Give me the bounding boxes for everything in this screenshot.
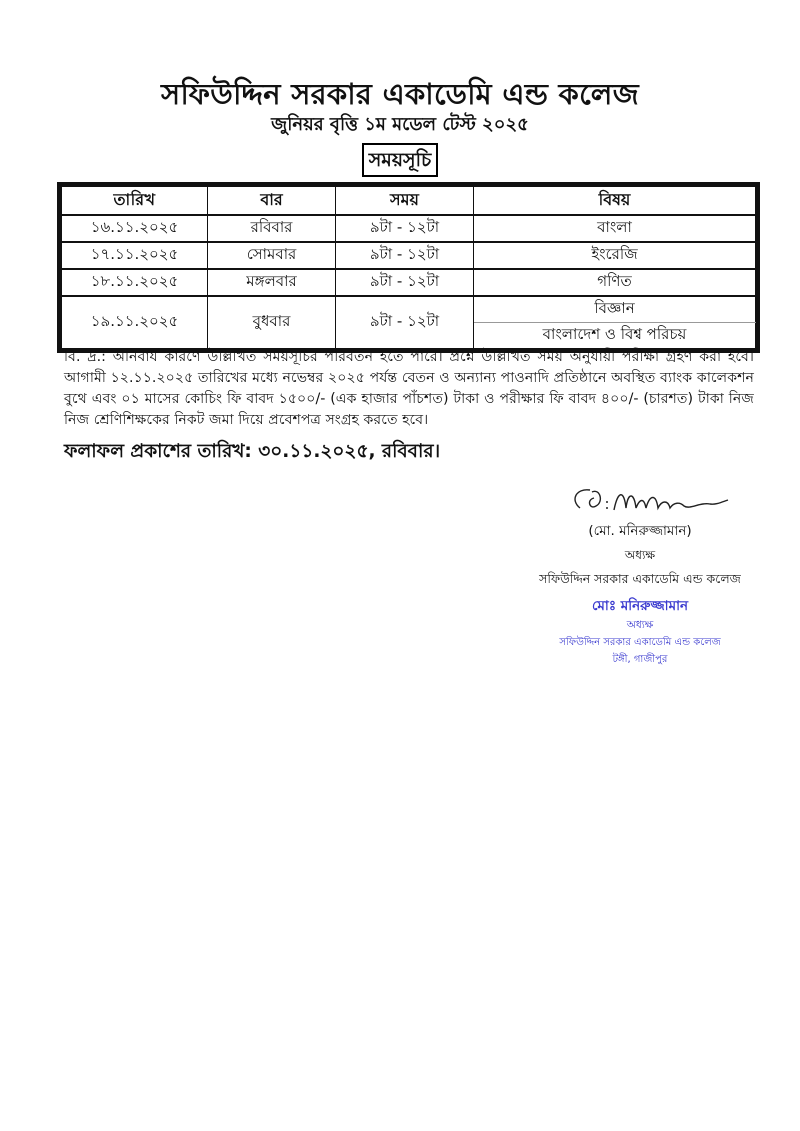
time-cell: ৯টা - ১২টা [336,269,474,296]
signatory-designation: অধ্যক্ষ [624,548,656,562]
day-cell: মঙ্গলবার [208,269,336,296]
signature-scribble [500,480,780,520]
signature-block [500,480,780,669]
column-header-date: তারিখ [62,187,208,216]
column-header-subject: বিষয় [474,187,756,216]
time-cell: ৯টা - ১২টা [336,242,474,269]
exam-title: জুনিয়র বৃত্তি ১ম মডেল টেস্ট ২০২৫ [271,114,529,135]
schedule-badge: সময়সূচি [362,143,439,177]
date-cell: ১৬.১১.২০২৫ [62,215,208,242]
subject-cell: বাংলাদেশ ও বিশ্ব পরিচয় [474,323,756,349]
signatory-organization: সফিউদ্দিন সরকার একাডেমি এন্ড কলেজ [539,571,741,586]
subject-cell: গণিত [474,269,756,296]
table-row [62,215,756,242]
official-seal [500,595,780,669]
seal-designation: অধ্যক্ষ [626,619,654,631]
column-header-time: সময় [336,187,474,216]
schedule-badge-wrapper [0,143,800,177]
subject-cell: ইংরেজি [474,242,756,269]
handwritten-signature-icon [540,480,740,520]
subject-cell: বাংলা [474,215,756,242]
time-cell: ৯টা - ১২টা [336,215,474,242]
table-row [62,269,756,296]
subject-cell: বিজ্ঞান [474,296,756,323]
date-cell: ১৮.১১.২০২৫ [62,269,208,296]
seal-location: টঙ্গী, গাজীপুর [612,654,668,665]
table-row [62,242,756,269]
time-cell: ৯টা - ১২টা [336,296,474,349]
notice-paragraph: বি. দ্র.: অনিবার্য কারণে উল্লিখিত সময়সূচির পরিবর্তন হতে পারে। প্রশ্নে উল্লিখিত সময় অনুযায়ী পরীক্ষা গ্রহণ করা হবে। আগামী ১২.১১.২০২৫ তারিখের মধ্যে নভেম্বর ২০২৫ পর্যন্ত বেতন ও অন্যান্য পাওনাদি প্রতিষ্ঠানে অবস্থিত ব্যাংক কালেকশন বুথে এবং ০১ মাসের কোচিং ফি বাবদ ১৫০০/- (এক হাজার পাঁচশত) টাকা ও পরীক্ষার ফি বাবদ ৪০০/- (চারশত) টাকা নিজ নিজ শ্রেণিশিক্ষকের নিকট জমা দিয়ে প্রবেশপত্র সংগ্রহ করতে হবে। [64,349,754,428]
day-cell: বুধবার [208,296,336,349]
day-cell: সোমবার [208,242,336,269]
table-row [62,296,756,323]
table-header-row [62,187,756,216]
seal-name: মোঃ মনিরুজ্জামান [591,598,689,614]
signatory-name: (মো. মনিরুজ্জামান) [588,523,692,539]
day-cell: রবিবার [208,215,336,242]
schedule-table [57,182,760,353]
column-header-day: বার [208,187,336,216]
result-date-line: ফলাফল প্রকাশের তারিখ: ৩০.১১.২০২৫, রবিবার। [64,441,441,462]
date-cell: ১৭.১১.২০২৫ [62,242,208,269]
institution-title: সফিউদ্দিন সরকার একাডেমি এন্ড কলেজ [161,77,639,111]
seal-organization: সফিউদ্দিন সরকার একাডেমি এন্ড কলেজ [559,637,721,648]
date-cell: ১৯.১১.২০২৫ [62,296,208,349]
